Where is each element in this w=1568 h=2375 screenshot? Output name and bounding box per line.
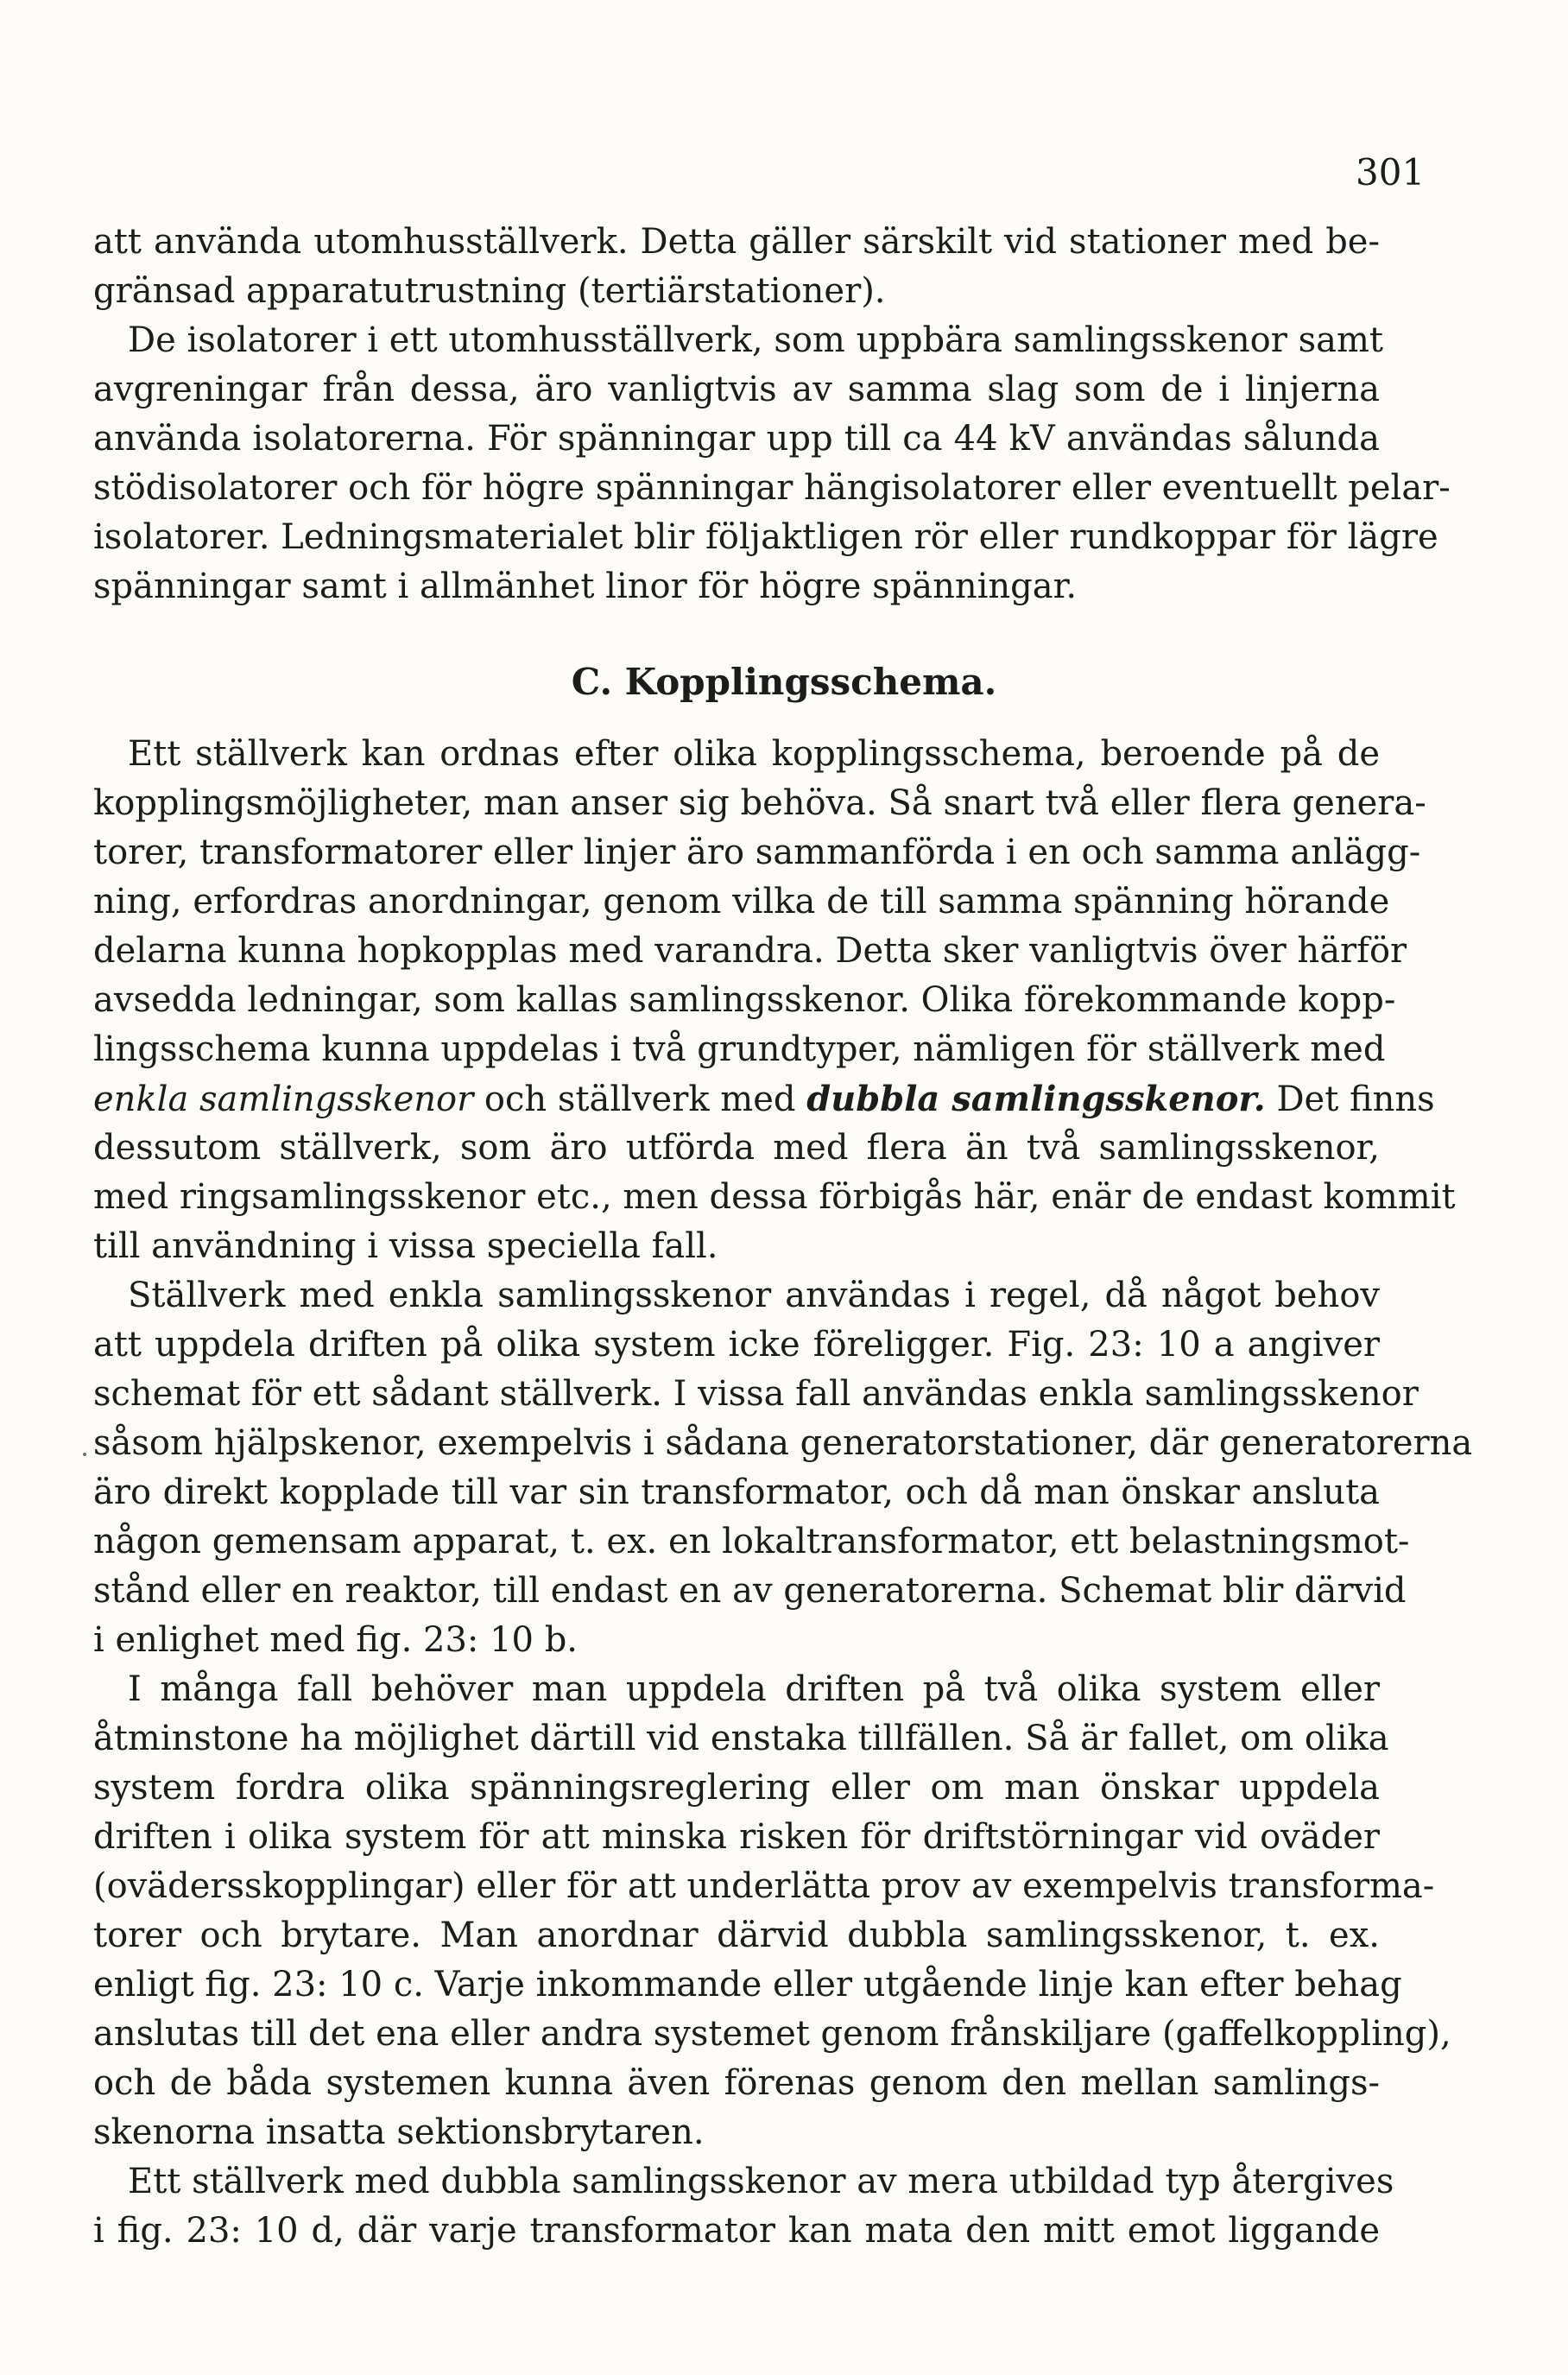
text-line: avsedda ledningar, som kallas samlingsskenor. Olika förekommande kopp- [93,980,1396,1020]
text-line: delarna kunna hopkopplas med varandra. Detta sker vanligtvis över härför [93,931,1407,971]
text-line: lingsschema kunna uppdelas i två grundtyper, nämligen för ställverk med [93,1029,1386,1069]
page-number: 301 [1356,151,1426,193]
text-line: i enlighet med fig. 23: 10 b. [93,1620,579,1660]
text-line: De isolatorer i ett utomhusställverk, som uppbära samlingsskenor samt [128,320,1383,360]
margin-mark [83,1453,86,1456]
text-line: såsom hjälpskenor, exempelvis i sådana generatorstationer, där generatorerna [93,1423,1473,1463]
text-line: isolatorer. Ledningsmaterialet blir följaktligen rör eller rundkoppar för lägre [93,517,1438,557]
text-line: någon gemensam apparat, t. ex. en lokaltransformator, ett belastningsmot- [93,1522,1410,1561]
text-line: (ovädersskopplingar) eller för att underlätta prov av exempelvis transforma- [93,1866,1435,1906]
text-line: avgreningar från dessa, äro vanligtvis av samma slag som de i linjerna [93,370,1380,409]
paragraph-block-kopplingsschema [93,730,1473,2256]
text-line: ning, erfordras anordningar, genom vilka de till samma spänning hörande [93,882,1390,922]
text-line: system fordra olika spänningsreglering eller om man önskar uppdela [93,1768,1380,1808]
text-line: Ett ställverk kan ordnas efter olika kopplingsschema, beroende på de [128,734,1380,774]
text-line: och de båda systemen kunna även förenas genom den mellan samlings- [93,2063,1380,2103]
text-line: kopplingsmöjligheter, man anser sig behöva. Så snart två eller flera genera- [93,783,1426,823]
text-line: enligt fig. 23: 10 c. Varje inkommande eller utgående linje kan efter behag [93,1965,1402,2004]
italic-term-enkla: enkla samlingsskenor [93,1080,474,1119]
text-line: driften i olika system för att minska risken för driftstörningar vid oväder [93,1817,1380,1857]
text-line: dessutom ställverk, som äro utförda med flera än två samlingsskenor, [93,1128,1380,1168]
text-line: Ställverk med enkla samlingsskenor användas i regel, då något behov [128,1276,1380,1315]
text-fragment: och ställverk med [473,1080,807,1119]
text-fragment: Det finns [1265,1080,1435,1119]
text-line: I många fall behöver man uppdela driften på två olika system eller [128,1669,1380,1709]
text-line: åtminstone ha möjlighet därtill vid enstaka tillfällen. Så är fallet, om olika [93,1719,1389,1758]
text-line: använda isolatorerna. För spänningar upp till ca 44 kV användas sålunda [93,419,1380,459]
text-line: schemat för ett sådant ställverk. I vissa fall användas enkla samlingsskenor [93,1374,1419,1414]
text-line: torer, transformatorer eller linjer äro sammanförda i en och samma anlägg- [93,833,1421,872]
text-line: stödisolatorer och för högre spänningar hängisolatorer eller eventuellt pelar- [93,468,1451,508]
paragraph-block-isolators [93,218,1451,611]
text-line: gränsad apparatutrustning (tertiärstationer). [93,271,886,311]
text-line: äro direkt kopplade till var sin transformator, och då man önskar ansluta [93,1472,1380,1512]
italic-term-dubbla: dubbla samlingsskenor. [806,1079,1266,1119]
text-line: att uppdela driften på olika system icke föreligger. Fig. 23: 10 a angiver [93,1325,1380,1365]
text-line: med ringsamlingsskenor etc., men dessa förbigås här, enär de endast kommit [93,1177,1456,1217]
text-line: att använda utomhusställverk. Detta gäller särskilt vid stationer med be- [93,222,1380,262]
text-line: spänningar samt i allmänhet linor för högre spänningar. [93,567,1078,606]
section-heading: C. Kopplingsschema. [571,661,997,703]
text-line: torer och brytare. Man anordnar därvid dubbla samlingsskenor, t. ex. [93,1916,1380,1955]
text-line: till användning i vissa speciella fall. [93,1226,718,1266]
text-line: anslutas till det ena eller andra systemet genom frånskiljare (gaffelkoppling), [93,2014,1451,2054]
text-line: skenorna insatta sektionsbrytaren. [93,2112,705,2152]
text-line: i fig. 23: 10 d, där varje transformator kan mata den mitt emot liggande [93,2211,1380,2251]
text-line-with-emphasis [93,1074,1435,1124]
text-line: Ett ställverk med dubbla samlingsskenor av mera utbildad typ återgives [128,2162,1394,2201]
text-line: stånd eller en reaktor, till endast en av generatorerna. Schemat blir därvid [93,1571,1407,1611]
